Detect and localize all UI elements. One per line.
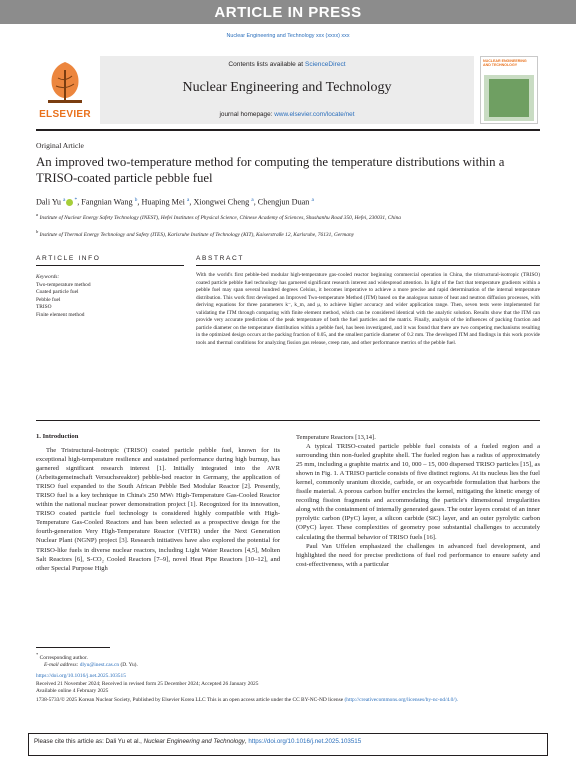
paragraph: Paul Van Uffelen emphasized the challenges in advanced fuel development, and highlighted the need for precise predictions of fuel rod performance to ensure safety and cost-effectiveness, with a particular <box>296 542 540 568</box>
affiliation-b <box>36 228 516 239</box>
history-dates: Received 21 November 2024; Received in revised form 25 December 2024; Accepted 26 January 2025 <box>36 681 259 687</box>
affiliation-sup: b <box>36 229 39 234</box>
journal-homepage-line <box>100 111 474 118</box>
license-text: 1738-5733/© 2025 Korean Nuclear Society, Published by Elsevier Korea LLC This is an open access article under the CC BY-NC-ND license <box>36 697 344 703</box>
citation-prefix: Please cite this article as: Dali Yu et al., <box>34 738 144 745</box>
license-statement <box>36 697 540 704</box>
author-affiliation-sup[interactable]: b <box>134 197 138 203</box>
journal-reference-link[interactable]: Nuclear Engineering and Technology xxx (xxxx) xxx <box>226 33 350 39</box>
email-link[interactable]: dlyu@inest.cas.cn <box>79 662 120 669</box>
contents-prefix: Contents lists available at <box>228 61 305 68</box>
paragraph: A typical TRISO-coated particle pebble fuel consists of a fueled region and a surrounding thin non-fueled graphite shell. The fueled region has a radius of approximately 25 mm, including a graphite matrix and 10, 000 – 15, 000 dispersed TRISO particles [15], as shown in Fig. 1. A TRISO particle consists of five distinct regions. At its nucleus lies the fuel kernel, commonly uranium dioxide, carbide, or an oxycarbide formulation that harbors the fissile material. A porous carbon buffer encircles the kernel, mitigating the kinetic energy of recoiling fission fragments and accommodating the particle's dimensional irregularities along with the containment of internally generated gases. The outer layers consist of an inner pyrolytic carbon (IPyC) layer, a silicon carbide (SiC) layer, and an outer pyrolytic carbon (OPyC) layer. These complexities of geometry pose substantial challenges to accurately calculating the thermal behavior of TRISO fuels [16]. <box>296 443 540 541</box>
article-info-rule <box>36 265 184 266</box>
section-heading: 1. Introduction <box>36 433 79 440</box>
footnote-marker: * <box>36 652 39 657</box>
keyword: TRISO <box>36 304 52 311</box>
keyword: Coated particle fuel <box>36 289 79 296</box>
author-affiliation-sup[interactable]: a <box>251 197 254 203</box>
citation-line <box>34 738 542 745</box>
article-info-heading: ARTICLE INFO <box>36 255 101 262</box>
email-suffix: (D. Yu). <box>119 662 138 669</box>
author-name[interactable]: Chengjun Duan <box>257 197 310 207</box>
affiliation-text: Institute of Thermal Energy Technology and Safety (ITES), Karlsruhe Institute of Technology (KIT), Kaiserstraße 12, Karlsruhe, 76131, Germany <box>39 231 355 238</box>
article-in-press-label: ARTICLE IN PRESS <box>214 4 362 21</box>
orcid-icon[interactable] <box>66 199 73 206</box>
email-label: E-mail address: <box>44 662 80 669</box>
footnote-rule <box>36 647 110 648</box>
contents-available-line <box>100 61 474 68</box>
journal-cover-thumbnail[interactable] <box>480 56 538 124</box>
author-affiliation-sup[interactable]: a <box>186 197 190 203</box>
article-dates <box>36 681 540 696</box>
keywords-block <box>36 274 176 320</box>
paragraph: Temperature Reactors [13,14]. <box>296 434 376 441</box>
affiliation-text: Institute of Nuclear Energy Safety Technology (INEST), Hefei Institutes of Physical Science, Chinese Academy of Sciences, Shushanhu Road 350, Hefei, 230031, China <box>39 214 401 221</box>
keyword: Finite element method <box>36 311 85 318</box>
author-name[interactable]: Dali Yu <box>36 197 61 207</box>
article-title: An improved two-temperature method for computing the temperature distributions within a TRISO-coated particle pebble fuel <box>36 155 505 185</box>
online-date: Available online 4 February 2025 <box>36 688 109 695</box>
abstract-heading: ABSTRACT <box>196 255 244 262</box>
sciencedirect-link[interactable]: ScienceDirect <box>304 61 346 68</box>
author-name[interactable]: Xiongwei Cheng <box>193 197 250 207</box>
footnote <box>36 651 296 670</box>
journal-homepage-link[interactable]: www.elsevier.com/locate/net <box>274 111 355 118</box>
author-list: Dali Yu $^a$ *, Fangnian Wang $^b$, Huaping Mei $^a$, Xiongwei Cheng $^a$, Chengjun Duan $^a$ <box>36 197 314 207</box>
citation-doi-link[interactable]: https://doi.org/10.1016/j.net.2025.103515 <box>248 738 362 745</box>
elsevier-wordmark: ELSEVIER <box>39 109 91 120</box>
journal-title: Nuclear Engineering and Technology <box>182 80 392 95</box>
license-link[interactable]: (http://creativecommons.org/licenses/by-nc-nd/4.0/). <box>344 697 458 703</box>
keyword: Two-temperature method <box>36 281 91 288</box>
corresponding-marker[interactable]: * <box>74 197 78 203</box>
header-divider <box>36 129 540 131</box>
paragraph: The Tristructural-Isotropic (TRISO) coated particle pebble fuel, known for its exceptional high-temperature resilience and sustained performance during high burnup, has garnered significant research interest [1]. Initially integrated into the AVR (Arbeitsgemeinschaft Versuchsreaktor) pebble-bed reactor in Germany, the application of TRISO fuel expanded to the South African Pebble Bed Modular Reactor [2]. Presently, TRISO fuel is a key technique in China's 250 MWₜ High-Temperature Gas-Cooled Reactor within the national nuclear power demonstration project [1]. Recognized for its innovation, TRISO coated particle fuel technology is considered highly compatible with High-Temperature Gas-Cooled Reactors and has been selected as a prospective design for the fourth-generation Very High-Temperature Reactor (VHTR) under the Next Generation Nuclear Plant (NGNP) project [3]. Research initiatives have also explored the potential for TRISO-like fuels in diverse nuclear reactors, including Light Water Reactors [4,5], Molten Salt Reactors [6], S-CO₂ Cooled Reactors [7–9], novel Heat Pipe Reactors [10–12], and other Special Purpose High <box>36 447 280 572</box>
keyword: Pebble fuel <box>36 296 61 303</box>
keywords-label: Keywords: <box>36 274 60 280</box>
citation-journal: Nuclear Engineering and Technology <box>143 738 245 745</box>
doi-link[interactable]: https://doi.org/10.1016/j.net.2025.103515 <box>36 673 126 679</box>
left-column <box>36 446 280 573</box>
abstract-text: With the world's first pebble-bed modular high-temperature gas-cooled reactor beginning commercial operation in China, the tristructural-isotropic (TRISO) coated particle pebble fuel technology has garnered significant research interest and widespread attention. In light of the fact that temperature gradients within a pebble fuel may span several hundred degrees Celsius, it becomes imperative to achieve a more precise and rapid determination of the internal temperature distribution. This work first developed an Improved Two-temperature Method (ITM) based on the analogous nature of heat and neutron diffusion processes, with deriving equations for three parameters k⁻, k_m, and μ, to achieve higher accuracy and wider application range. Then, seven tests were implemented for validating the ITM through comparing with finite element method, which can be considered identical with the analytic solution. Results show that the ITM can provide very accurate predictions of the peak temperature of both the fuel particles and the matrix. Finally, analysis of the influences of packing fraction and particle diameter on the temperature distribution within a pebble fuel, has been investigated, and it was found that there are two competing mechanisms resulting in the optimized design occurs at the packing fraction of 0.05, and the smallest particle diameter of 0.2 mm. The developed ITM and findings in this work provide tools and thermal conditions for analyzing fission gas release, creep rate, and other performance metrics of the pebble fuel. <box>196 272 540 346</box>
citation-sep: , <box>244 738 249 745</box>
article-type: Original Article <box>36 141 84 150</box>
abstract-bottom-rule <box>36 420 540 421</box>
affiliation-a <box>36 211 516 222</box>
homepage-prefix: journal homepage: <box>219 111 275 118</box>
author-affiliation-sup[interactable]: a <box>311 197 314 203</box>
author-affiliation-sup[interactable]: a <box>62 197 66 203</box>
cover-image <box>489 79 529 117</box>
cover-title: NUCLEAR ENGINEERING AND TECHNOLOGY <box>483 59 527 67</box>
author-name[interactable]: Fangnian Wang <box>81 197 133 207</box>
corresponding-author-note: Corresponding author. <box>39 654 88 661</box>
affiliation-sup: a <box>36 212 39 217</box>
abstract-rule <box>196 265 540 266</box>
right-column <box>296 433 540 569</box>
author-name[interactable]: Huaping Mei <box>141 197 185 207</box>
